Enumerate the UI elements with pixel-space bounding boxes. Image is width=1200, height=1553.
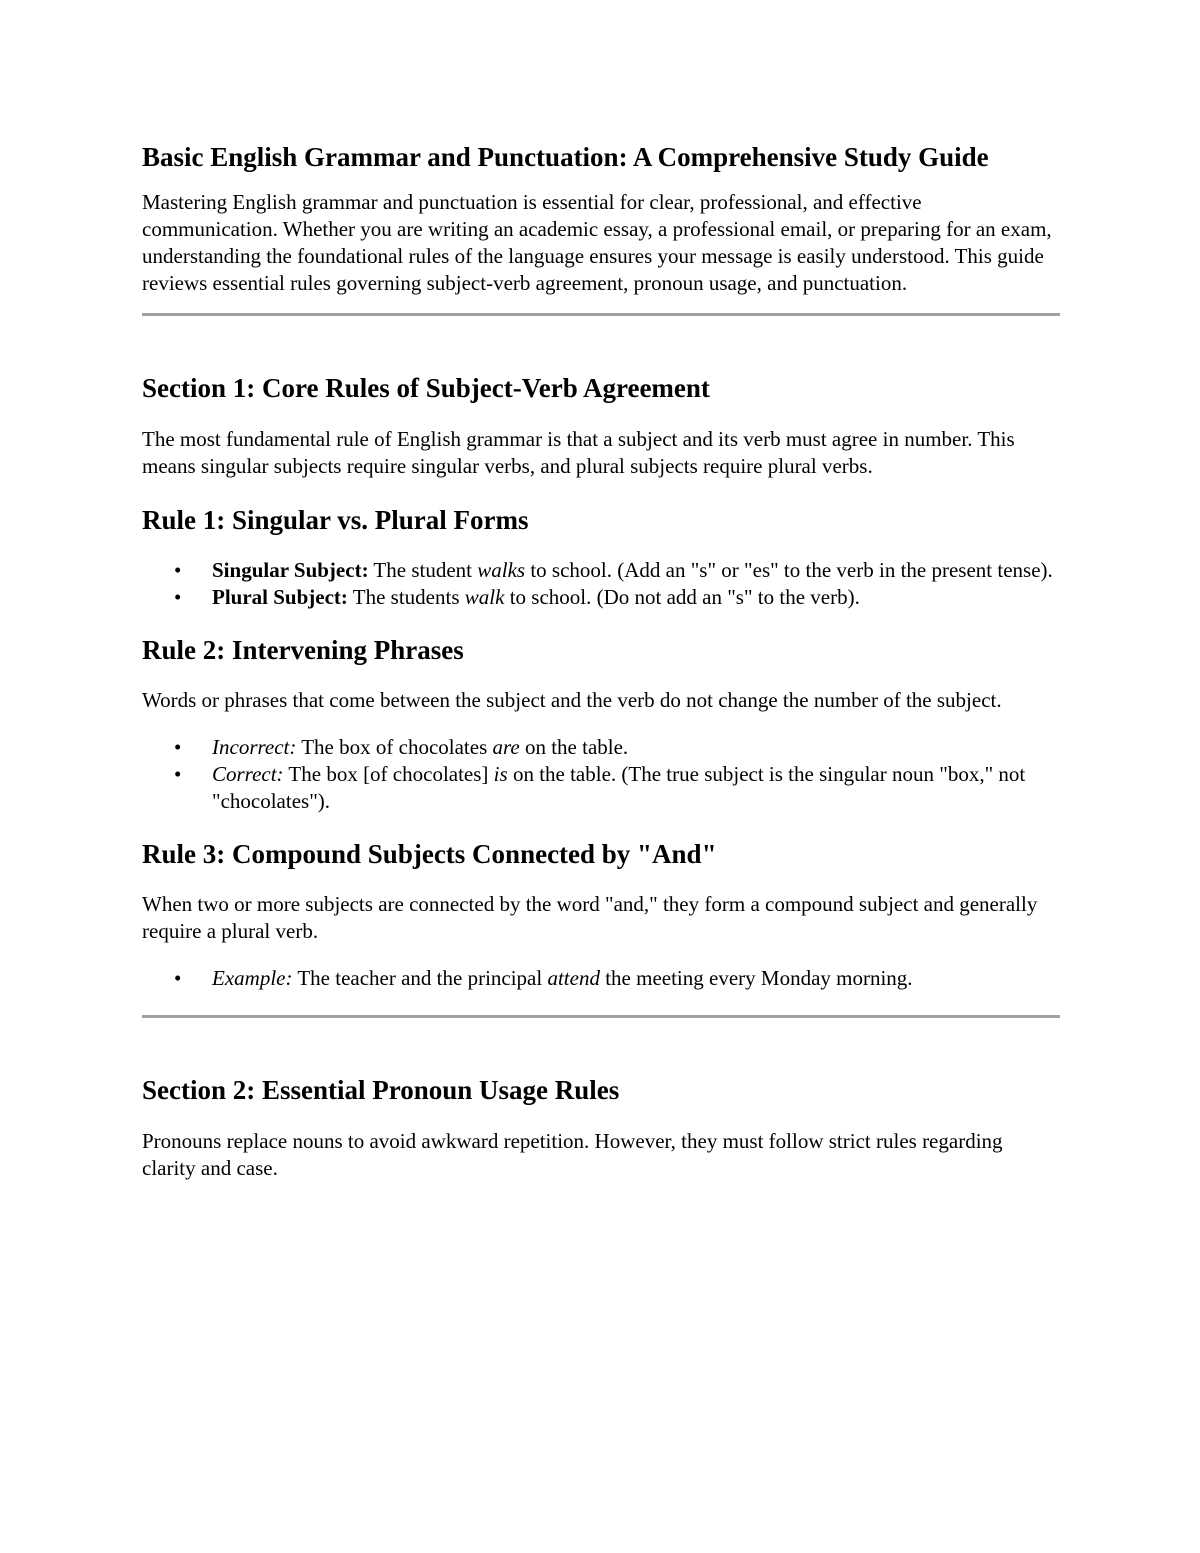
rule-2-heading: Rule 2: Intervening Phrases bbox=[142, 635, 464, 665]
item-text: on the table. (The true subject is the singular noun "box," not "chocolates"). bbox=[212, 762, 1026, 813]
item-text: The box [of chocolates] bbox=[283, 762, 494, 786]
rule-1-list bbox=[142, 557, 1060, 611]
item-label: Correct: bbox=[212, 762, 284, 786]
rule-3-heading: Rule 3: Compound Subjects Connected by "And" bbox=[142, 839, 717, 869]
rule-1-heading: Rule 1: Singular vs. Plural Forms bbox=[142, 505, 529, 535]
item-text: on the table. bbox=[519, 735, 629, 759]
item-text: the meeting every Monday morning. bbox=[599, 966, 913, 990]
item-emphasis: walk bbox=[464, 585, 505, 609]
item-emphasis: are bbox=[492, 735, 520, 759]
list-item bbox=[174, 734, 1060, 761]
bullet-icon: • bbox=[174, 735, 182, 759]
intro-paragraph: Mastering English grammar and punctuation is essential for clear, professional, and effective communication. Whether you are writing an academic essay, a professional email, or preparing for an exam, understanding the foundational rules of the language ensures your message is easily understood. This guide reviews essential rules governing subject-verb agreement, pronoun usage, and punctuation. bbox=[142, 190, 1052, 295]
item-label: Incorrect: bbox=[212, 735, 297, 759]
rule-3-list bbox=[142, 965, 1060, 992]
item-label: Example: bbox=[212, 966, 293, 990]
list-item bbox=[174, 584, 1060, 611]
item-label: Singular Subject: bbox=[212, 558, 369, 582]
list-item bbox=[174, 965, 1060, 992]
section-2-intro: Pronouns replace nouns to avoid awkward repetition. However, they must follow strict rules regarding clarity and case. bbox=[142, 1129, 1003, 1180]
bullet-icon: • bbox=[174, 585, 182, 609]
section-divider bbox=[142, 1015, 1060, 1018]
rule-3-intro: When two or more subjects are connected by the word "and," they form a compound subject and generally require a plural verb. bbox=[142, 892, 1038, 943]
item-emphasis: walks bbox=[477, 558, 526, 582]
item-text: The student bbox=[368, 558, 478, 582]
list-item bbox=[174, 557, 1060, 584]
item-text: The box of chocolates bbox=[296, 735, 493, 759]
item-text: to school. (Do not add an "s" to the verb). bbox=[504, 585, 860, 609]
bullet-icon: • bbox=[174, 558, 182, 582]
document-page bbox=[142, 140, 1060, 1182]
item-text: The students bbox=[347, 585, 465, 609]
bullet-icon: • bbox=[174, 966, 182, 990]
item-text: The teacher and the principal bbox=[292, 966, 548, 990]
item-emphasis: is bbox=[493, 762, 508, 786]
list-item bbox=[174, 761, 1060, 815]
section-divider bbox=[142, 313, 1060, 316]
item-emphasis: attend bbox=[547, 966, 600, 990]
item-text: to school. (Add an "s" or "es" to the verb in the present tense). bbox=[525, 558, 1053, 582]
section-1-intro: The most fundamental rule of English grammar is that a subject and its verb must agree in number. This means singular subjects require singular verbs, and plural subjects require plural verbs. bbox=[142, 427, 1015, 478]
rule-2-list bbox=[142, 734, 1060, 815]
bullet-icon: • bbox=[174, 762, 182, 786]
document-title: Basic English Grammar and Punctuation: A Comprehensive Study Guide bbox=[142, 142, 989, 172]
section-1-heading: Section 1: Core Rules of Subject-Verb Agreement bbox=[142, 373, 710, 403]
item-label: Plural Subject: bbox=[212, 585, 348, 609]
section-2-heading: Section 2: Essential Pronoun Usage Rules bbox=[142, 1075, 620, 1105]
rule-2-intro: Words or phrases that come between the subject and the verb do not change the number of the subject. bbox=[142, 688, 1002, 712]
